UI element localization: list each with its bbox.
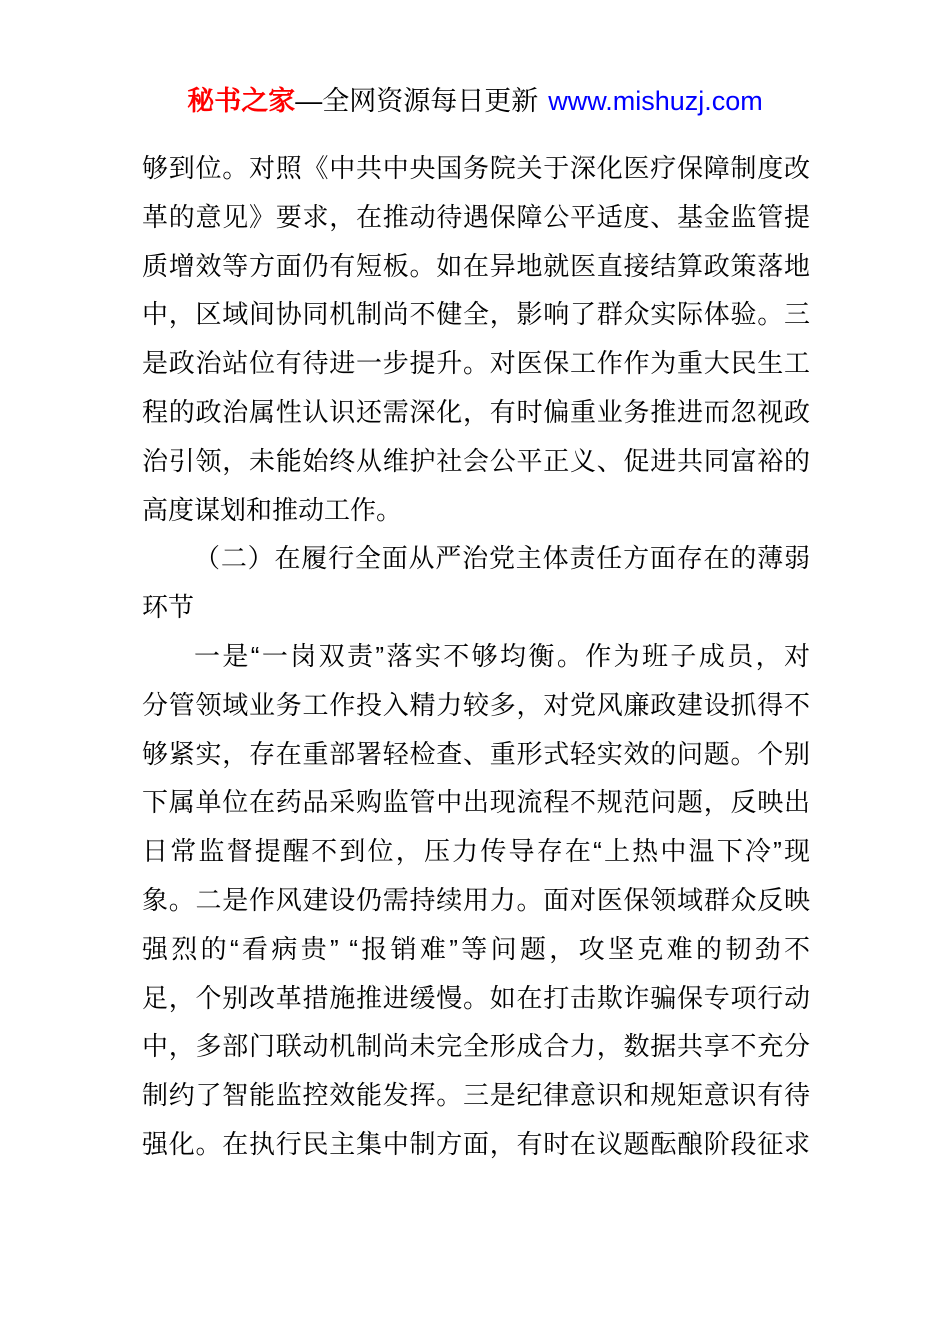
text-line: 制约了智能监控效能发挥。三是纪律意识和规矩意识有待: [142, 1080, 810, 1111]
text-line: 够紧实，存在重部署轻检查、重形式轻实效的问题。个别: [142, 738, 810, 769]
site-header: [0, 84, 950, 118]
text-line: （二）在履行全面从严治党主体责任方面存在的薄弱: [194, 543, 810, 574]
document-body: [142, 144, 810, 1169]
text-line: 是政治站位有待进一步提升。对医保工作作为重大民生工: [142, 348, 810, 379]
text-line: 程的政治属性认识还需深化，有时偏重业务推进而忽视政: [142, 396, 810, 427]
text-line: 一是“一岗双责”落实不够均衡。作为班子成员，对: [194, 640, 810, 671]
text-line: 中，区域间协同机制尚不健全，影响了群众实际体验。三: [142, 299, 810, 330]
text-line: 质增效等方面仍有短板。如在异地就医直接结算政策落地: [142, 250, 810, 281]
text-line: 足，个别改革措施推进缓慢。如在打击欺诈骗保专项行动: [142, 982, 810, 1013]
text-line: 下属单位在药品采购监管中出现流程不规范问题，反映出: [142, 787, 810, 818]
text-line: 治引领，未能始终从维护社会公平正义、促进共同富裕的: [142, 445, 810, 476]
text-line: 强化。在执行民主集中制方面，有时在议题酝酿阶段征求: [142, 1128, 810, 1159]
text-line: 中，多部门联动机制尚未完全形成合力，数据共享不充分: [142, 1031, 810, 1062]
text-line: 环节: [142, 592, 195, 623]
text-line: 象。二是作风建设仍需持续用力。面对医保领域群众反映: [142, 884, 810, 915]
site-brand: 秘书之家: [187, 86, 296, 116]
site-tagline: —全网资源每日更新: [295, 86, 539, 116]
text-line: 分管领域业务工作投入精力较多，对党风廉政建设抓得不: [142, 689, 810, 720]
text-line: 日常监督提醒不到位，压力传导存在“上热中温下冷”现: [142, 836, 810, 867]
text-line: 强烈的“看病贵” “报销难”等问题，攻坚克难的韧劲不: [142, 933, 810, 964]
text-line: 高度谋划和推动工作。: [142, 494, 403, 525]
text-line: 革的意见》要求，在推动待遇保障公平适度、基金监管提: [142, 201, 810, 232]
text-line: 够到位。对照《中共中央国务院关于深化医疗保障制度改: [142, 153, 810, 183]
site-url-link[interactable]: www.mishuzj.com: [548, 86, 763, 116]
